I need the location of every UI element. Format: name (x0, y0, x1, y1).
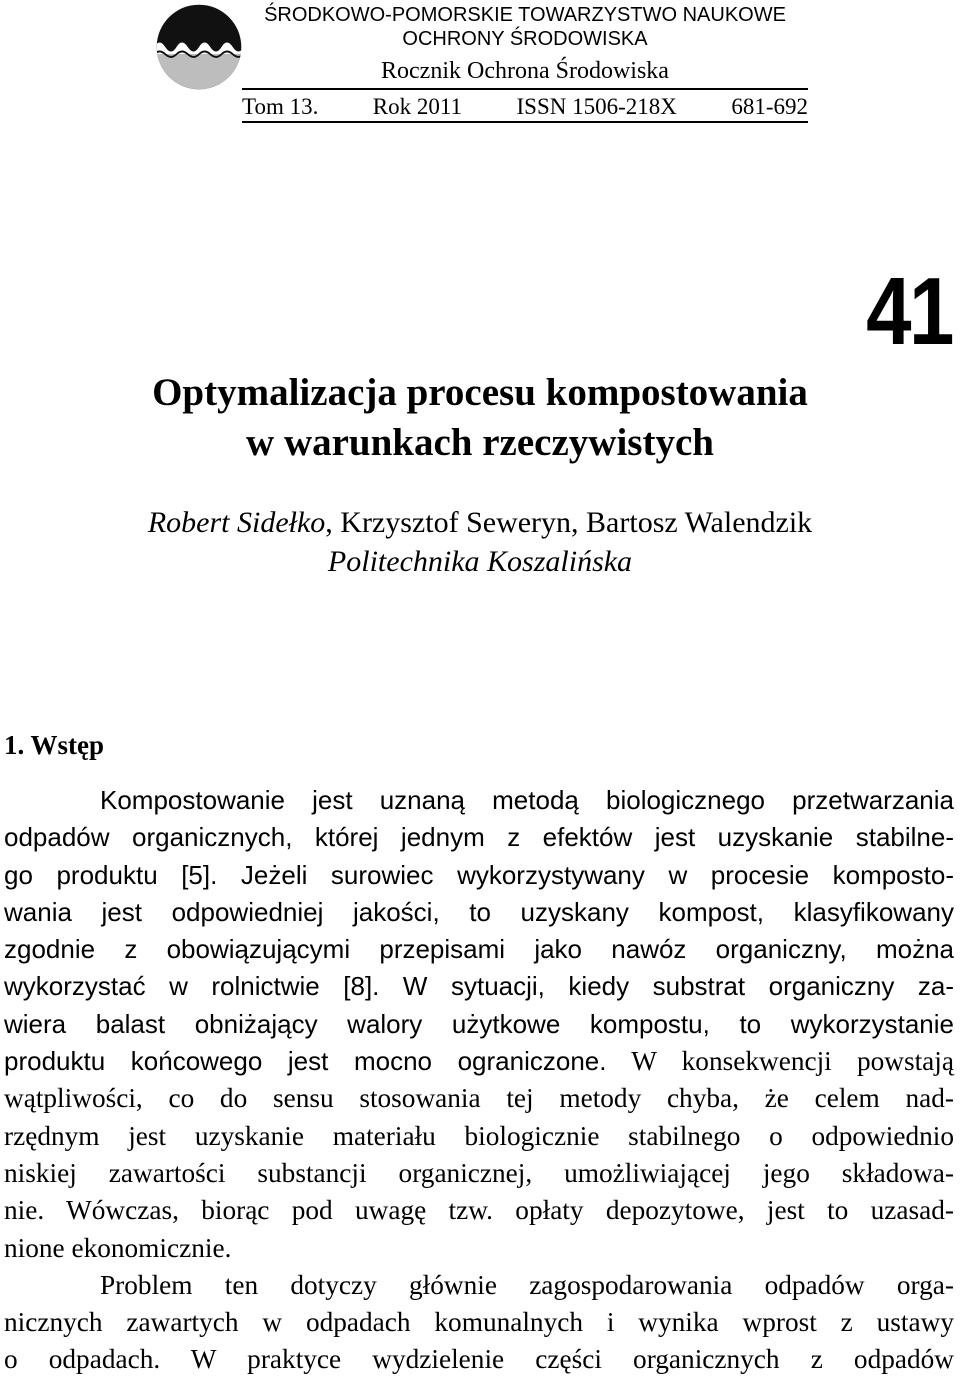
volume: Tom 13. (242, 94, 319, 119)
section-heading: 1. Wstęp (4, 730, 105, 760)
author-list (0, 505, 960, 541)
paragraph-line: Kompostowanie jest uznaną metodą biologicznego przetwarzania (100, 785, 954, 815)
header-rule-bottom (242, 121, 808, 123)
paragraph-line: nie. Wówczas, biorąc pod uwagę tzw. opłaty depozytowe, jest to uzasad- (4, 1195, 954, 1226)
issn: ISSN 1506-218X (516, 94, 677, 119)
text-run: go produktu [5]. (4, 859, 218, 890)
text-run: produktu końcowego jest mocno ograniczone. (4, 1046, 607, 1077)
body-text (4, 782, 954, 1379)
page-range: 681-692 (731, 94, 808, 119)
paragraph-line: wania jest odpowiedniej jakości, to uzyskany kompost, klasyfikowany (4, 896, 954, 927)
text-run: Jeżeli surowiec wykorzystywany w procesie komposto- (217, 859, 954, 890)
society-logo-icon (154, 2, 244, 92)
article-number: 41 (866, 258, 952, 365)
publication-info (242, 93, 808, 121)
text-run: W konsekwencji powstają (606, 1046, 954, 1077)
text-run: wykorzystać w rolnictwie [8]. (4, 971, 380, 1002)
article-title-line-1: Optymalizacja procesu kompostowania (152, 371, 808, 414)
co-authors: , Krzysztof Seweryn, Bartosz Walendzik (325, 506, 813, 539)
paragraph-line: rzędnym jest uzyskanie materiału biologicznie stabilnego o odpowiednio (4, 1120, 954, 1151)
paragraph-line (4, 857, 954, 894)
text-run: W sytuacji, kiedy substrat organiczny za- (379, 971, 954, 1002)
paragraph-line: nicznych zawartych w odpadach komunalnych i wynika wprost z ustawy (4, 1307, 954, 1338)
paragraph-line: Problem ten dotyczy głównie zagospodarowania odpadów orga- (100, 1269, 954, 1300)
article-title-line-2: w warunkach rzeczywistych (246, 421, 714, 464)
paragraph-line: odpadów organicznych, której jednym z efektów jest uzyskanie stabilne- (4, 822, 954, 853)
header-rule-top (242, 88, 808, 90)
affiliation: Politechnika Koszalińska (327, 545, 633, 578)
paragraph-line: nione ekonomicznie. (4, 1232, 232, 1263)
paragraph-line: zgodnie z obowiązującymi przepisami jako nawóz organiczny, można (4, 934, 954, 965)
paragraph-line: o odpadach. W praktyce wydzielenie części organicznych z odpadów (4, 1344, 954, 1375)
paragraph-line: wątpliwości, co do sensu stosowania tej metody chyba, że celem nad- (4, 1083, 954, 1114)
society-name-line-1: ŚRODKOWO-POMORSKIE TOWARZYSTWO NAUKOWE (264, 4, 786, 26)
year: Rok 2011 (372, 94, 463, 119)
paragraph-line (4, 968, 954, 1005)
society-name-line-2: OCHRONY ŚRODOWISKA (402, 28, 648, 50)
paragraph-line: wiera balast obniżający walory użytkowe kompostu, to wykorzystanie (4, 1008, 954, 1039)
journal-name: Rocznik Ochrona Środowiska (381, 58, 669, 84)
corresponding-author: Robert Sidełko (147, 506, 326, 539)
paragraph-line (4, 1043, 954, 1080)
paragraph-line: niskiej zawartości substancji organicznej, umożliwiającej jego składowa- (4, 1157, 954, 1188)
